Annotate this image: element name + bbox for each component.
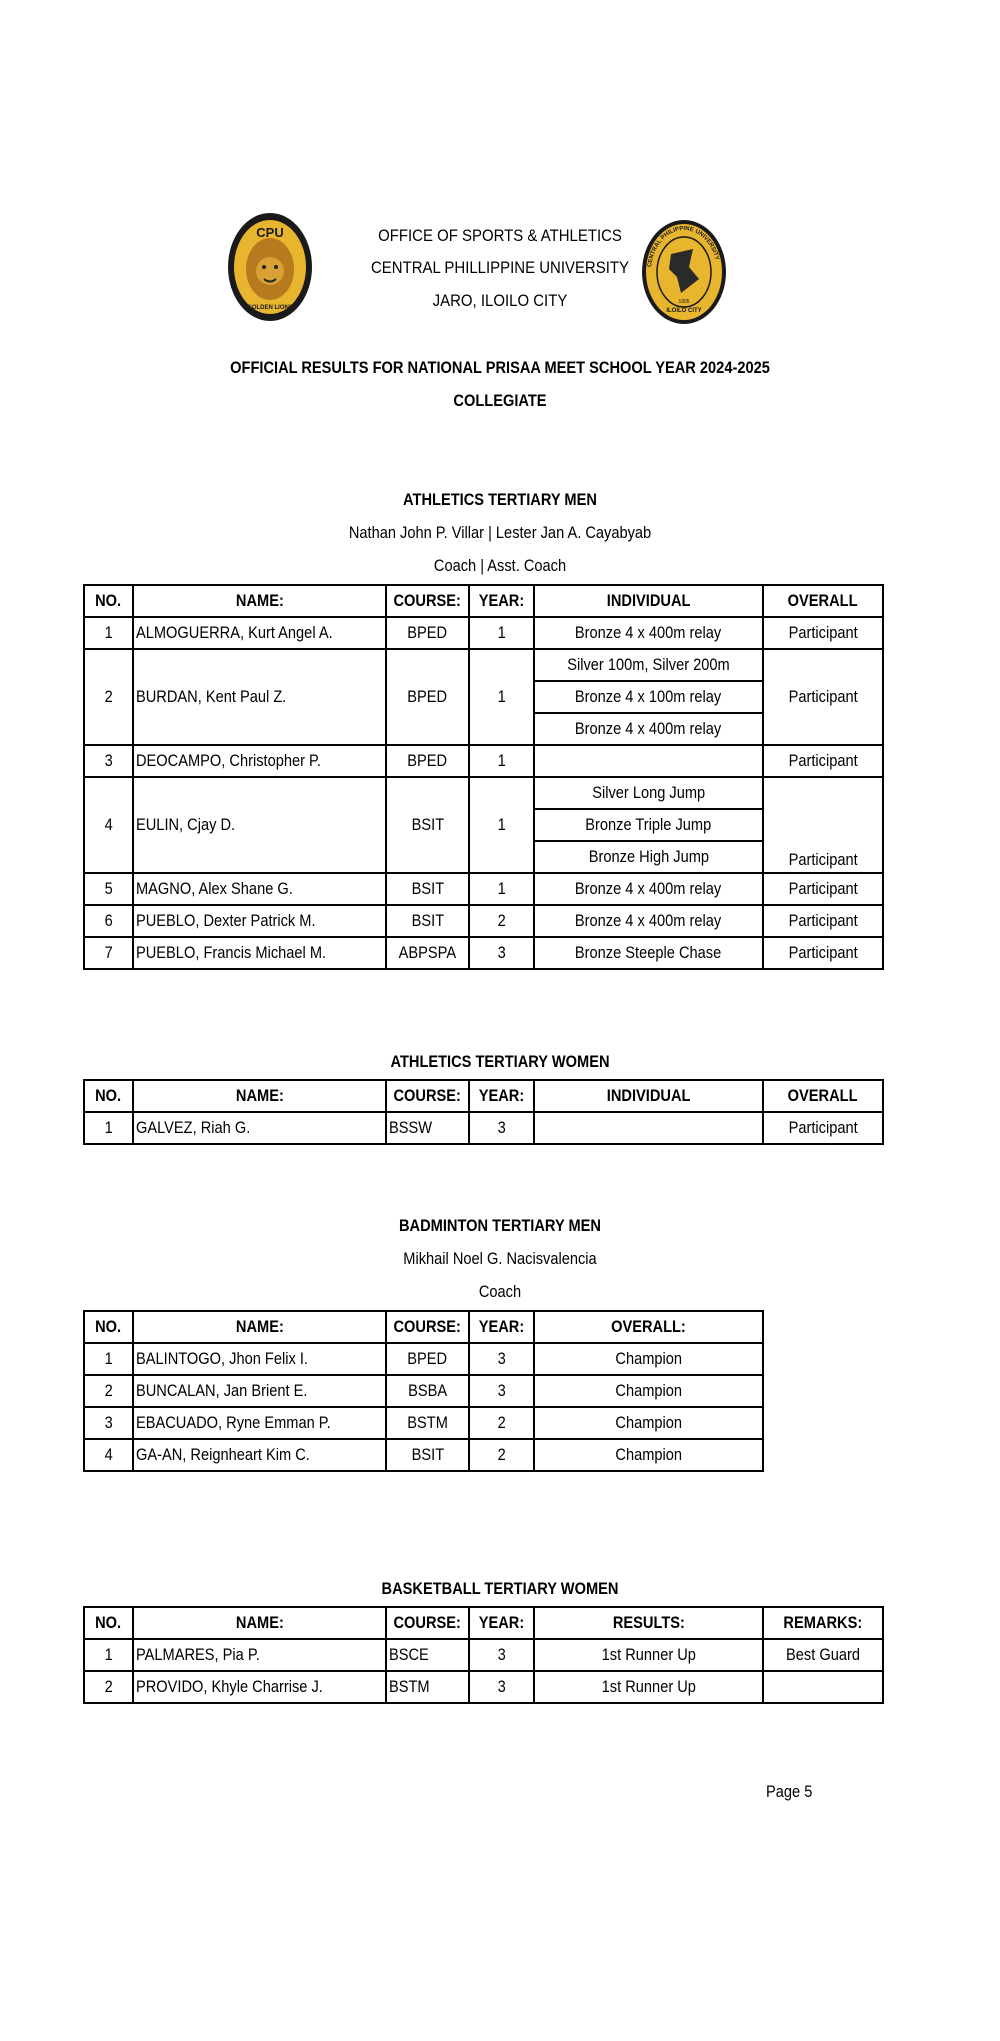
cell-overall: Champion <box>534 1343 763 1375</box>
cell-overall: Participant <box>763 1112 883 1144</box>
cell-no: 4 <box>84 1439 133 1471</box>
badminton-men-role: Coach <box>478 1282 522 1301</box>
header-university: CENTRAL PHILLIPPINE UNIVERSITY <box>370 258 629 277</box>
table-row <box>84 1639 883 1671</box>
cell-no: 1 <box>84 1343 133 1375</box>
col-header-remarks: REMARKS: <box>763 1607 883 1639</box>
cell-no: 2 <box>84 1375 133 1407</box>
cell-no: 6 <box>84 905 133 937</box>
cell-overall: Participant <box>763 873 883 905</box>
cell-overall: Champion <box>534 1375 763 1407</box>
col-header-course: COURSE: <box>386 585 469 617</box>
logo-left-top-text: CPU <box>256 225 284 240</box>
cell-no: 1 <box>84 1639 133 1671</box>
col-header-overall: OVERALL <box>763 1080 883 1112</box>
cell-year: 3 <box>469 1639 534 1671</box>
cell-course: BPED <box>386 617 469 649</box>
col-header-course: COURSE: <box>386 1311 469 1343</box>
col-header-name: NAME: <box>133 1607 386 1639</box>
col-header-individual: INDIVIDUAL <box>534 1080 763 1112</box>
cell-year: 2 <box>469 905 534 937</box>
cell-overall: Participant <box>763 777 883 873</box>
cell-name: PROVIDO, Khyle Charrise J. <box>133 1671 386 1703</box>
cell-individual: Bronze High Jump <box>534 841 763 873</box>
cell-name: BUNCALAN, Jan Brient E. <box>133 1375 386 1407</box>
athletics-men-title: ATHLETICS TERTIARY MEN <box>403 490 597 509</box>
col-header-year: YEAR: <box>469 585 534 617</box>
athletics-men-table <box>83 584 884 970</box>
cell-course: BSIT <box>386 873 469 905</box>
cell-name: DEOCAMPO, Christopher P. <box>133 745 386 777</box>
document-subtitle: COLLEGIATE <box>453 391 547 410</box>
cell-year: 3 <box>469 1375 534 1407</box>
table-row <box>84 1407 763 1439</box>
badminton-men-coach: Mikhail Noel G. Nacisvalencia <box>403 1249 597 1268</box>
cell-no: 4 <box>84 777 133 873</box>
cell-no: 3 <box>84 745 133 777</box>
cpu-seal-logo <box>641 219 727 325</box>
header-office: OFFICE OF SPORTS & ATHLETICS <box>378 226 622 245</box>
cell-name: MAGNO, Alex Shane G. <box>133 873 386 905</box>
col-header-name: NAME: <box>133 1311 386 1343</box>
cell-overall: Participant <box>763 905 883 937</box>
athletics-men-roles: Coach | Asst. Coach <box>433 556 567 575</box>
cell-no: 7 <box>84 937 133 969</box>
table-row <box>84 617 883 649</box>
cell-no: 3 <box>84 1407 133 1439</box>
cell-individual: Bronze 4 x 100m relay <box>534 681 763 713</box>
cell-no: 2 <box>84 1671 133 1703</box>
cell-name: BALINTOGO, Jhon Felix I. <box>133 1343 386 1375</box>
cell-individual <box>534 1112 763 1144</box>
col-header-name: NAME: <box>133 585 386 617</box>
cell-course: BSIT <box>386 777 469 873</box>
cell-name: PALMARES, Pia P. <box>133 1639 386 1671</box>
cell-year: 3 <box>469 937 534 969</box>
document-title: OFFICIAL RESULTS FOR NATIONAL PRISAA MEET SCHOOL YEAR 2024-2025 <box>230 358 770 377</box>
cell-year: 3 <box>469 1671 534 1703</box>
cell-name: EBACUADO, Ryne Emman P. <box>133 1407 386 1439</box>
cell-name: EULIN, Cjay D. <box>133 777 386 873</box>
table-header-row <box>84 1311 763 1343</box>
table-header-row <box>84 1607 883 1639</box>
cell-individual: Bronze Triple Jump <box>534 809 763 841</box>
table-row <box>84 649 883 681</box>
table-row <box>84 1671 883 1703</box>
cell-year: 3 <box>469 1343 534 1375</box>
col-header-no: NO. <box>84 1311 133 1343</box>
col-header-results: RESULTS: <box>534 1607 763 1639</box>
cell-year: 3 <box>469 1112 534 1144</box>
cell-year: 1 <box>469 745 534 777</box>
cell-course: BSIT <box>386 905 469 937</box>
cell-overall: Participant <box>763 649 883 745</box>
table-header-row <box>84 1080 883 1112</box>
logo-right-ring-text: CENTRAL PHILIPPINE UNIVERSITY <box>647 225 720 268</box>
table-row <box>84 777 883 809</box>
col-header-no: NO. <box>84 1607 133 1639</box>
col-header-overall: OVERALL: <box>534 1311 763 1343</box>
col-header-year: YEAR: <box>469 1080 534 1112</box>
page-number: Page 5 <box>766 1782 813 1801</box>
cell-year: 1 <box>469 873 534 905</box>
cell-course: BSBA <box>386 1375 469 1407</box>
cell-name: BURDAN, Kent Paul Z. <box>133 649 386 745</box>
cell-overall: Participant <box>763 617 883 649</box>
basketball-women-table <box>83 1606 884 1704</box>
cell-year: 2 <box>469 1407 534 1439</box>
col-header-course: COURSE: <box>386 1607 469 1639</box>
logo-right-bottom-text: ILOILO CITY <box>666 308 702 314</box>
table-header-row <box>84 585 883 617</box>
cell-individual: Silver 100m, Silver 200m <box>534 649 763 681</box>
table-row <box>84 873 883 905</box>
col-header-no: NO. <box>84 585 133 617</box>
cell-remarks: Best Guard <box>763 1639 883 1671</box>
table-row <box>84 745 883 777</box>
table-row <box>84 1112 883 1144</box>
athletics-women-title: ATHLETICS TERTIARY WOMEN <box>390 1052 610 1071</box>
cell-no: 5 <box>84 873 133 905</box>
cell-name: PUEBLO, Francis Michael M. <box>133 937 386 969</box>
cell-individual <box>534 745 763 777</box>
cell-course: BPED <box>386 1343 469 1375</box>
col-header-year: YEAR: <box>469 1311 534 1343</box>
col-header-overall: OVERALL <box>763 585 883 617</box>
cell-year: 1 <box>469 649 534 745</box>
logo-right-year: 1905 <box>678 299 690 305</box>
cell-name: GALVEZ, Riah G. <box>133 1112 386 1144</box>
cell-individual: Bronze 4 x 400m relay <box>534 905 763 937</box>
table-row <box>84 1343 763 1375</box>
cell-no: 1 <box>84 617 133 649</box>
table-row <box>84 905 883 937</box>
cell-year: 1 <box>469 617 534 649</box>
cell-course: BSCE <box>386 1639 469 1671</box>
cell-course: BSIT <box>386 1439 469 1471</box>
badminton-men-table <box>83 1310 764 1472</box>
cell-name: GA-AN, Reignheart Kim C. <box>133 1439 386 1471</box>
header-city: JARO, ILOILO CITY <box>432 291 568 310</box>
cell-remarks <box>763 1671 883 1703</box>
cell-course: BSSW <box>386 1112 469 1144</box>
cell-name: PUEBLO, Dexter Patrick M. <box>133 905 386 937</box>
cell-course: BPED <box>386 649 469 745</box>
cell-overall: Participant <box>763 937 883 969</box>
cell-year: 1 <box>469 777 534 873</box>
table-row <box>84 937 883 969</box>
cell-individual: Bronze 4 x 400m relay <box>534 713 763 745</box>
cell-course: ABPSPA <box>386 937 469 969</box>
col-header-name: NAME: <box>133 1080 386 1112</box>
col-header-course: COURSE: <box>386 1080 469 1112</box>
col-header-individual: INDIVIDUAL <box>534 585 763 617</box>
cell-course: BPED <box>386 745 469 777</box>
table-row <box>84 1375 763 1407</box>
col-header-year: YEAR: <box>469 1607 534 1639</box>
table-row <box>84 1439 763 1471</box>
cell-results: 1st Runner Up <box>534 1639 763 1671</box>
cell-individual: Bronze Steeple Chase <box>534 937 763 969</box>
cell-individual: Bronze 4 x 400m relay <box>534 873 763 905</box>
athletics-women-table <box>83 1079 884 1145</box>
basketball-women-title: BASKETBALL TERTIARY WOMEN <box>381 1579 619 1598</box>
cell-year: 2 <box>469 1439 534 1471</box>
cell-course: BSTM <box>386 1671 469 1703</box>
cell-no: 1 <box>84 1112 133 1144</box>
logo-left-bottom-text: GOLDEN LIONS <box>247 305 293 311</box>
cell-overall: Champion <box>534 1407 763 1439</box>
cell-no: 2 <box>84 649 133 745</box>
cell-course: BSTM <box>386 1407 469 1439</box>
cell-individual: Silver Long Jump <box>534 777 763 809</box>
badminton-men-title: BADMINTON TERTIARY MEN <box>399 1216 601 1235</box>
cell-name: ALMOGUERRA, Kurt Angel A. <box>133 617 386 649</box>
athletics-men-coaches: Nathan John P. Villar | Lester Jan A. Cayabyab <box>348 523 652 542</box>
cell-results: 1st Runner Up <box>534 1671 763 1703</box>
cell-overall: Participant <box>763 745 883 777</box>
col-header-no: NO. <box>84 1080 133 1112</box>
cell-overall: Champion <box>534 1439 763 1471</box>
cell-individual: Bronze 4 x 400m relay <box>534 617 763 649</box>
